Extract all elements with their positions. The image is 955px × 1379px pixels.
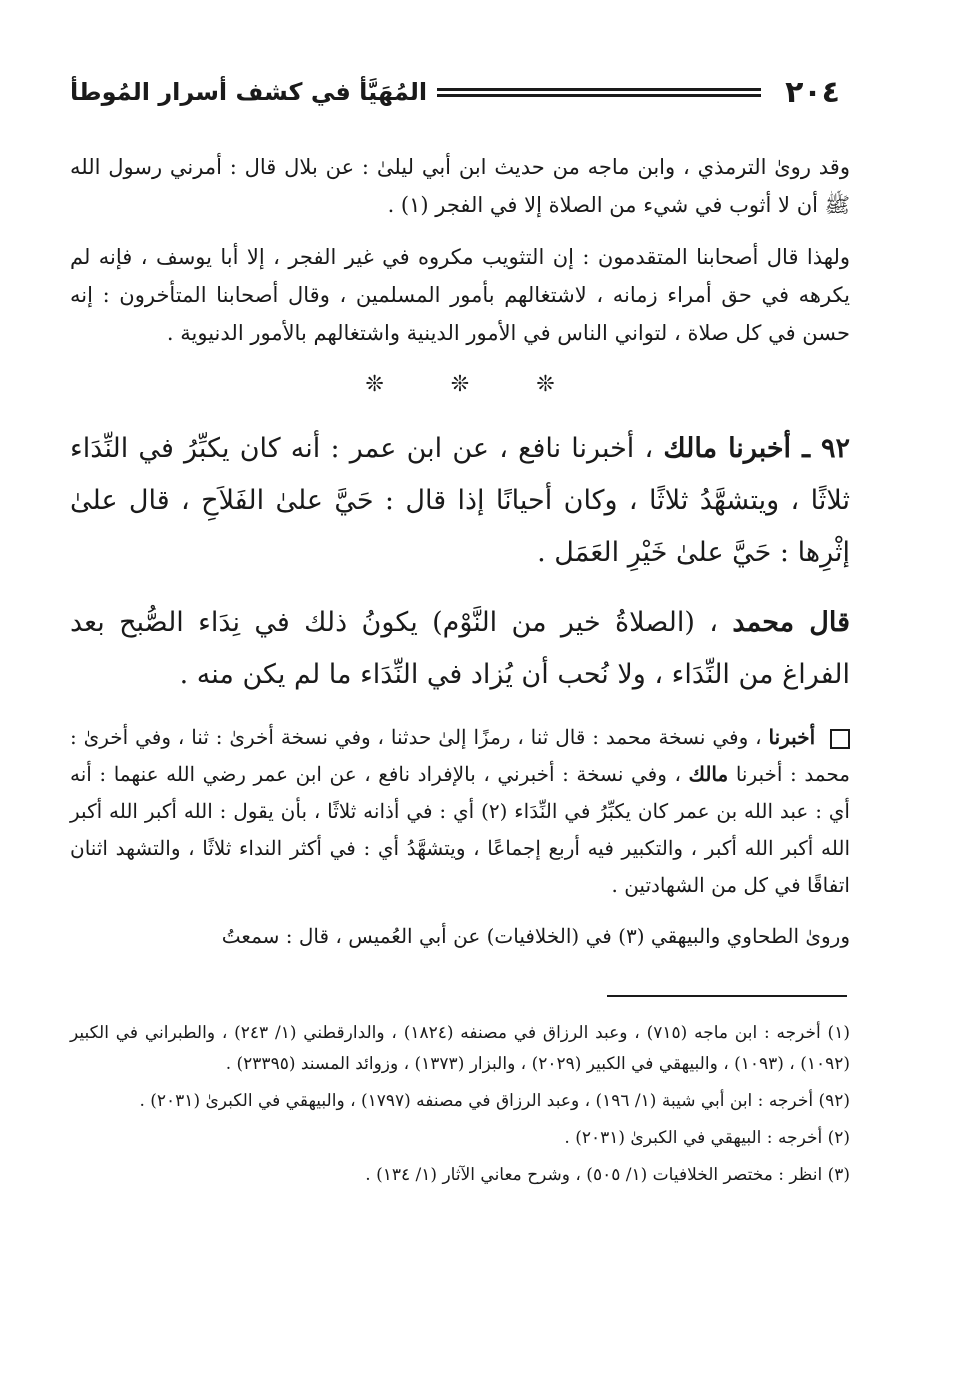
- commentary-1: [70, 719, 850, 904]
- paragraph-2: ولهذا قال أصحابنا المتقدمون : إن التثويب مكروه في غير الفجر ، إلا أبا يوسف ، فإنه لم يكرهه في حق أمراء زمانه ، لاشتغالهم بأمور المسلمين ، وقال أصحابنا المتأخرون : إنه حسن في كل صلاة ، لتواني الناس في الأمور الدينية واشتغالهم بالأمور الدنيوية .: [70, 245, 850, 345]
- hadith-92: [70, 423, 850, 579]
- commentary-2: وروىٰ الطحاوي والبيهقي (٣) في (الخلافيات) عن أبي العُميس ، قال : سمعتُ: [221, 924, 850, 948]
- muhammad-text: ، (الصلاةُ خير من النَّوْم) يكونُ ذلك في نِدَاء الصُّبح بعد الفراغ من النِّدَاء ، ولا نُحب أن يُزاد في النِّدَاء ما لم يكن منه .: [70, 607, 850, 690]
- header-rule-line-bottom: [437, 94, 761, 97]
- section-separator: [70, 372, 850, 397]
- hadith-text: ، أخبرنا نافع ، عن ابن عمر : أنه كان يكبِّرُ في النِّدَاء ثلاثًا ، ويتشهَّدُ ثلاثًا ، وكان أحيانًا إذا قال : حَيَّ علىٰ الفَلاَحِ ، قال علىٰ إثْرِها : حَيَّ علىٰ خَيْرِ العَمَل .: [70, 433, 850, 568]
- footnote-92: (٩٢) أخرجه : ابن أبي شيبة (١/ ١٩٦) ، وعبد الرزاق في مصنفه (١٧٩٧) ، والبيهقي في الكبرىٰ (٢٠٣١) .: [139, 1091, 850, 1111]
- footnote-3: (٣) انظر : مختصر الخلافيات (١/ ٥٠٥) ، وشرح معاني الآثار (١/ ١٣٤) .: [365, 1165, 850, 1185]
- footnote-2: (٢) أخرجه : البيهقي في الكبرىٰ (٢٠٣١) .: [564, 1128, 850, 1148]
- muhammad-statement: [70, 597, 850, 701]
- star-ornament-icon: ❊: [365, 372, 384, 397]
- commentary-part-1: ، وفي نسخة محمد : قال ثنا ، رمزًا إلىٰ حدثنا ، وفي نسخة أخرىٰ : ثنا ، وفي أخرىٰ : محمد : أخبرنا: [70, 725, 850, 786]
- muhammad-label: قال محمد: [732, 607, 851, 638]
- footnotes: [70, 1018, 850, 1197]
- paragraph-1: وقد روىٰ الترمذي ، وابن ماجه من حديث ابن أبي ليلىٰ : عن بلال قال : أمرني رسول الله ﷺ أن لا أثوب في شيء من الصلاة إلا في الفجر (١) .: [70, 155, 850, 217]
- footnote-divider: [607, 995, 847, 997]
- commentary-box-icon: [830, 729, 850, 749]
- commentary-bold-1: أخبرنا: [768, 725, 816, 749]
- star-ornament-icon: ❊: [536, 372, 555, 397]
- star-ornament-icon: ❊: [450, 372, 470, 397]
- footnote-1: (١) أخرجه : ابن ماجه (٧١٥) ، وعبد الرزاق في مصنفه (١٨٢٤) ، والدارقطني (١/ ٢٤٣) ، والطبراني في الكبير (١٠٩٢) ، (١٠٩٣) ، والبيهقي في الكبير (٢٠٢٩) ، والبزار (١٣٧٣) ، وزوائد المسند (٢٣٣٩٥) .: [70, 1023, 850, 1074]
- book-title: المُهَيَّأ في كشف أسرار المُوطأ: [70, 78, 428, 106]
- header-rule-line-top: [437, 88, 761, 91]
- commentary-bold-2: مالك: [688, 762, 729, 786]
- page-number: ٢٠٤: [785, 74, 840, 110]
- page-header: [70, 72, 840, 112]
- hadith-number-label: ٩٢ ـ أخبرنا مالك: [663, 433, 851, 464]
- header-rule: [437, 88, 761, 97]
- main-text: [70, 148, 850, 969]
- commentary-part-2: ، وفي نسخة : أخبرني ، بالإفراد نافع ، عن ابن عمر رضي الله عنهما : أنه أي : عبد الله بن عمر كان يكبِّرُ في النِّدَاء (٢) أي : في أذانه ثلاثًا ، بأن يقول : الله أكبر الله أكبر الله أكبر الله أكبر ، والتكبير فيه أربع إجماعًا ، ويتشهَّدُ أي : في أكثر النداء ثلاثًا ، والتشهد اثنان اتفاقًا في كل من الشهادتين .: [70, 762, 850, 897]
